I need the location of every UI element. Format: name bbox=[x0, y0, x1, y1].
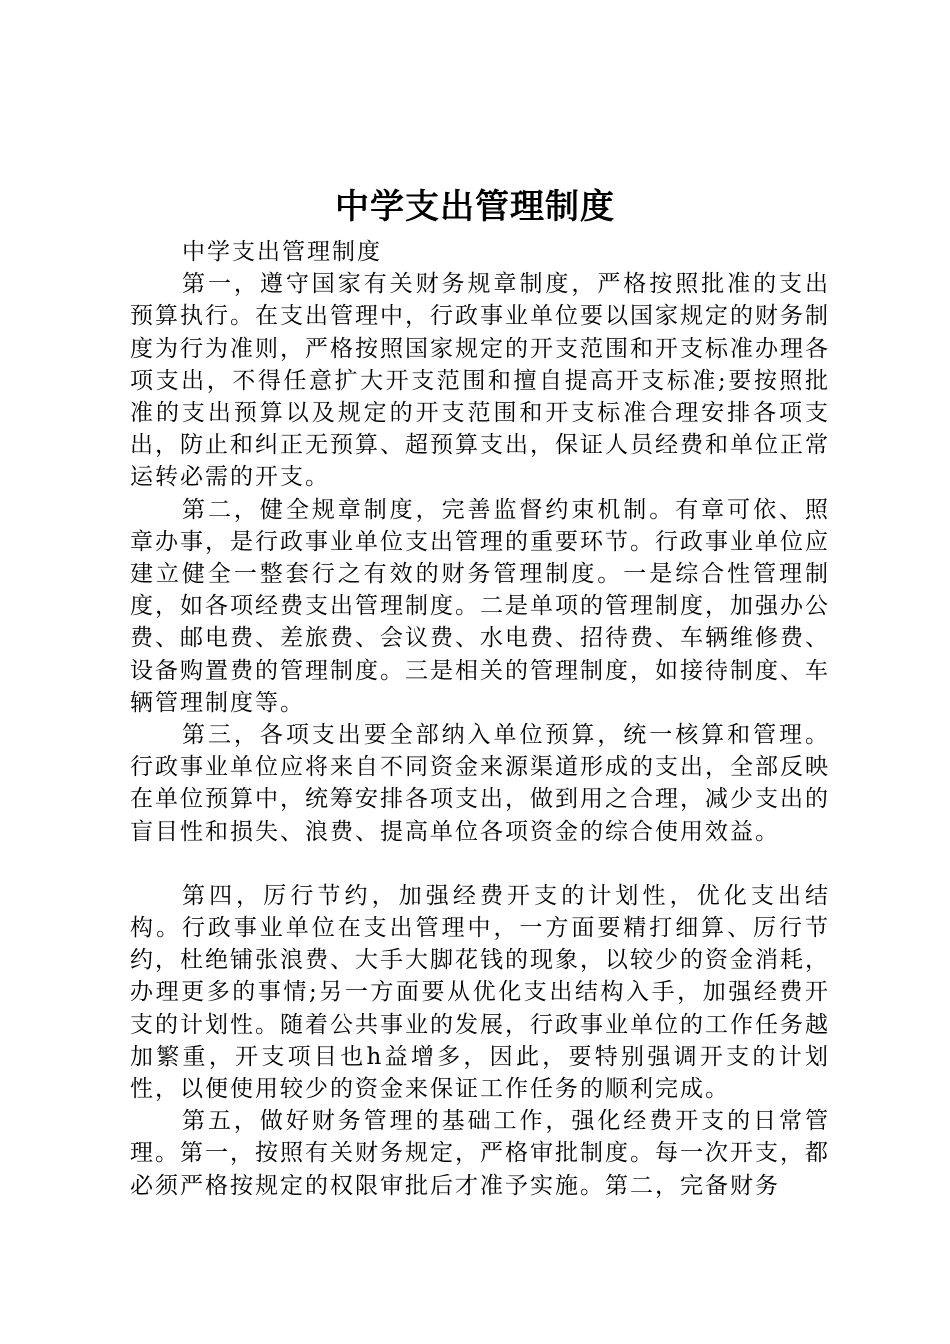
paragraph-4: 第四，厉行节约，加强经费开支的计划性，优化支出结构。行政事业单位在支出管理中，一方面要精打细算、厉行节约，杜绝铺张浪费、大手大脚花钱的现象，以较少的资金消耗，办理更多的事情;另一方面要从优化支出结构入手，加强经费开支的计划性。随着公共事业的发展，行政事业单位的工作任务越加繁重，开支项目也h益增多，因此，要特别强调开支的计划性，以便使用较少的资金来保证工作任务的顺利完成。 bbox=[130, 882, 830, 1103]
paragraph-1: 第一，遵守国家有关财务规章制度，严格按照批准的支出预算执行。在支出管理中，行政事业单位要以国家规定的财务制度为行为准则，严格按照国家规定的开支范围和开支标准办理各项支出，不得任意扩大开支范围和擅自提高开支标准;要按照批准的支出预算以及规定的开支范围和开支标准合理安排各项支出，防止和纠正无预算、超预算支出，保证人员经费和单位正常运转必需的开支。 bbox=[130, 271, 830, 491]
paragraph-5: 第五，做好财务管理的基础工作，强化经费开支的日常管理。第一，按照有关财务规定，严格审批制度。每一次开支，都必须严格按规定的权限审批后才准予实施。第二，完备财务 bbox=[130, 1108, 830, 1199]
paragraph-3: 第三，各项支出要全部纳入单位预算，统一核算和管理。行政事业单位应将来自不同资金来源渠道形成的支出，全部反映在单位预算中，统筹安排各项支出，做到用之合理，减少支出的盲目性和损失、浪费、提高单位各项资金的综合使用效益。 bbox=[130, 722, 830, 845]
document-title: 中学支出管理制度 bbox=[335, 187, 615, 227]
document-subtitle: 中学支出管理制度 bbox=[182, 239, 382, 265]
document-body bbox=[130, 236, 830, 1202]
paragraph-spacer bbox=[130, 848, 830, 880]
paragraph-2: 第二，健全规章制度，完善监督约束机制。有章可依、照章办事，是行政事业单位支出管理的重要环节。行政事业单位应建立健全一整套行之有效的财务管理制度。一是综合性管理制度，如各项经费支出管理制度。二是单项的管理制度，加强办公费、邮电费、差旅费、会议费、水电费、招待费、车辆维修费、设备购置费的管理制度。三是相关的管理制度，如接待制度、车辆管理制度等。 bbox=[130, 496, 830, 716]
